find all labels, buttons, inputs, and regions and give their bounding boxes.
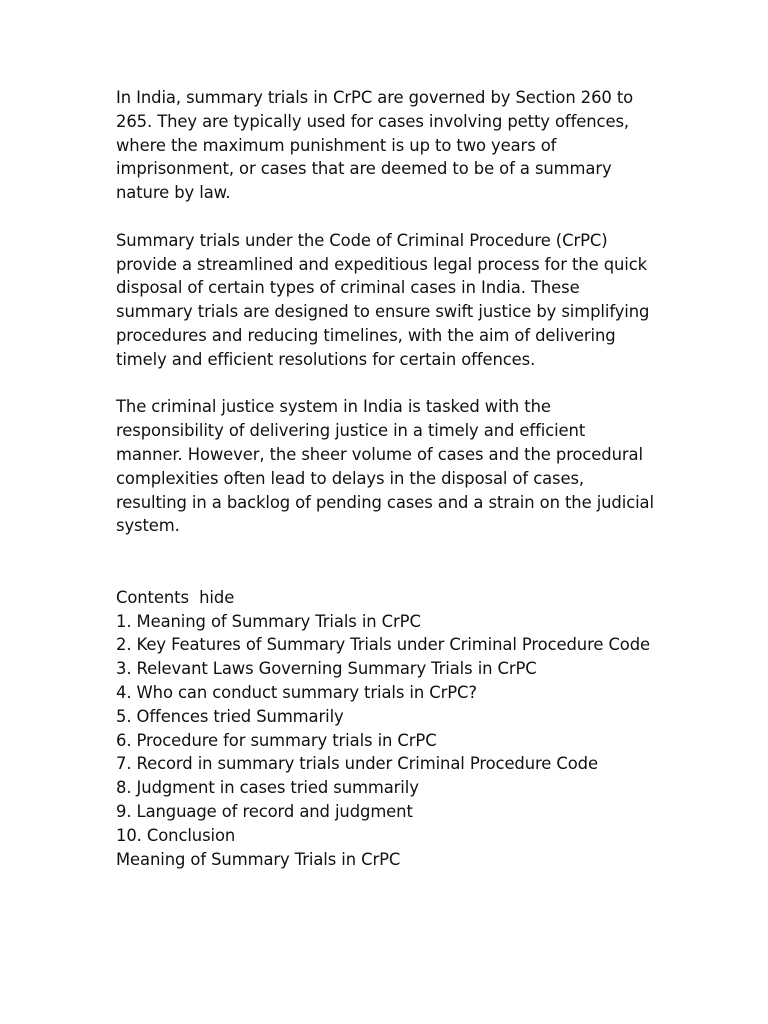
table-of-contents <box>116 586 656 848</box>
toc-item: 9. Language of record and judgment <box>116 801 413 821</box>
toc-item: 3. Relevant Laws Governing Summary Trials in CrPC <box>116 659 537 679</box>
contents-heading: Contents hide <box>116 587 235 607</box>
intro-paragraph: In India, summary trials in CrPC are governed by Section 260 to 265. They are typically used for cases involving petty offences, where the maximum punishment is up to two years of imprisonment, or cases that are deemed to be of a summary nature by law. <box>116 88 634 203</box>
toc-item: 10. Conclusion <box>116 825 236 845</box>
toc-item: 4. Who can conduct summary trials in CrPC? <box>116 682 477 702</box>
toc-item: 7. Record in summary trials under Criminal Procedure Code <box>116 754 598 774</box>
criminal-justice-paragraph: The criminal justice system in India is tasked with the responsibility of delivering justice in a timely and efficient manner. However, the sheer volume of cases and the procedural complexities often lead to delays in the disposal of cases, resulting in a backlog of pending cases and a strain on the judicial system. <box>116 397 654 536</box>
summary-trials-paragraph: Summary trials under the Code of Criminal Procedure (CrPC) provide a streamlined and expeditious legal process for the quick disposal of certain types of criminal cases in India. These summary trials are designed to ensure swift justice by simplifying procedures and reducing timelines, with the aim of delivering timely and efficient resolutions for certain offences. <box>116 230 650 369</box>
section-heading: Meaning of Summary Trials in CrPC <box>116 849 401 869</box>
document-body <box>116 86 656 871</box>
toc-item: 5. Offences tried Summarily <box>116 706 344 726</box>
toc-item: 8. Judgment in cases tried summarily <box>116 778 419 798</box>
toc-item: 6. Procedure for summary trials in CrPC <box>116 730 437 750</box>
toc-item: 1. Meaning of Summary Trials in CrPC <box>116 611 421 631</box>
toc-item: 2. Key Features of Summary Trials under Criminal Procedure Code <box>116 635 651 655</box>
